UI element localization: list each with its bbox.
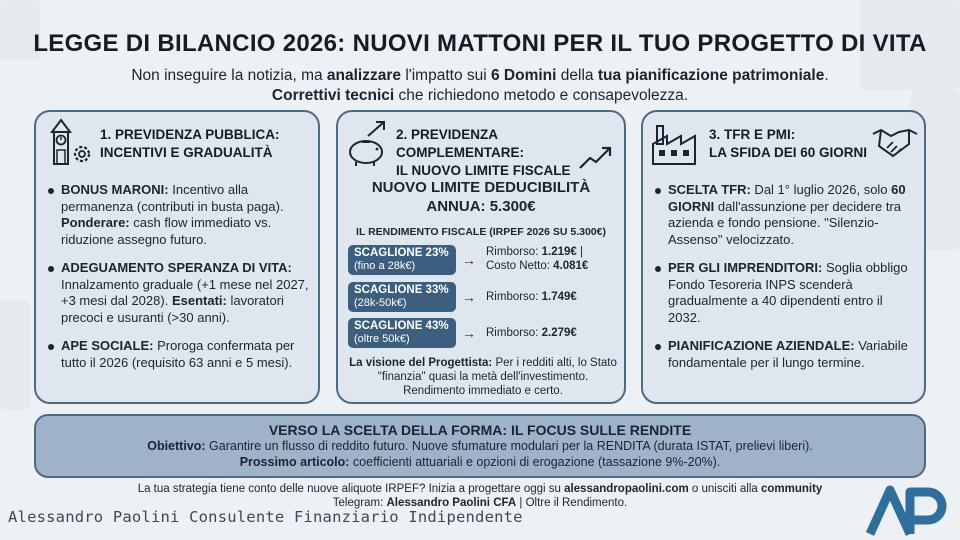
card-previdenza-complementare — [336, 110, 626, 404]
list-item: BONUS MARONI: Incentivo alla permanenza (contributi in busta paga). Ponderare: cash flow immediato vs. riduzione assegno futuro. — [48, 182, 312, 248]
tier-refund: Rimborso: 1.749€ — [486, 291, 577, 303]
arrow-right-icon: → — [462, 252, 476, 268]
card-title: 3. TFR E PMI: LA SFIDA DEI 60 GIORNI — [709, 127, 868, 160]
ap-monogram-logo — [866, 484, 952, 538]
card-title: 2. PREVIDENZA COMPLEMENTARE: IL NUOVO LIMITE FISCALE — [396, 127, 571, 178]
tier-box: SCAGLIONE 43% (oltre 50k€) — [348, 318, 456, 348]
author-signature: Alessandro Paolini Consulente Finanziario Indipendente — [8, 508, 523, 526]
list-item: PER GLI IMPRENDITORI: Soglia obbligo Fondo Tesoreria INPS scenderà gradualmente a 40 dipendenti entro il 2032. — [655, 260, 917, 326]
tier-box: SCAGLIONE 23% (fino a 28k€) — [348, 245, 456, 275]
list-item: ADEGUAMENTO SPERANZA DI VITA: Innalzamento graduale (+1 mese nel 2027, +3 mesi dal 2028). Esentati: lavoratori precoci e usuranti (>30 anni). — [48, 260, 312, 326]
deduction-limit: NUOVO LIMITE DEDUCIBILITÀ ANNUA: 5.300€ — [371, 179, 591, 215]
factory-icon — [651, 122, 703, 166]
vision-note: La visione del Progettista: Per i redditi alti, lo Stato "finanzia" quasi la metà dell'investimento. Rendimento immediato e certo. — [349, 357, 617, 397]
tier-box: SCAGLIONE 33% (28k-50k€) — [348, 282, 456, 312]
tier-row — [348, 245, 618, 275]
rendite-banner — [34, 414, 926, 478]
tier-refund: Rimborso: 1.219€ | Costo Netto: 4.081€ — [486, 246, 589, 272]
list-item: SCELTA TFR: Dal 1° luglio 2026, solo 60 GIORNI dall'assunzione per decidere tra azienda e fondo pensione. "Silenzio-Assenso" velocizzato. — [655, 182, 917, 248]
tier-row — [348, 282, 618, 312]
list-item: APE SOCIALE: Proroga confermata per tutto il 2026 (requisito 63 anni e 5 mesi). — [48, 338, 312, 371]
bullet-list — [48, 182, 312, 383]
banner-line: Obiettivo: Garantire un flusso di reddito futuro. Nuove sfumature modulari per la RENDITA (durata ISTAT, prelievi liberi). — [147, 439, 813, 453]
tier-row — [348, 318, 618, 348]
background-block — [0, 300, 30, 410]
piggy-bank-icon — [344, 118, 392, 168]
intro-text: Non inseguire la notizia, ma analizzare l'impatto sui 6 Domini della tua pianificazione patrimoniale. Correttivi tecnici che richiedono metodo e consapevolezza. — [131, 67, 829, 104]
footer-cta: La tua strategia tiene conto delle nuove aliquote IRPEF? Inizia a progettare oggi su alessandropaolini.com o unisciti alla community Telegram: Alessandro Paolini CFA | Oltre il Rendimento. — [137, 483, 823, 509]
clock-tower-gear-icon — [46, 118, 96, 166]
rendimento-title: IL RENDIMENTO FISCALE (IRPEF 2026 SU 5.300€) — [356, 226, 606, 238]
banner-line: Prossimo articolo: coefficienti attuariali e opzioni di erogazione (tassazione 9%-20%). — [239, 455, 721, 469]
bullet-list — [655, 182, 917, 383]
telegram-link[interactable]: Alessandro Paolini CFA — [386, 497, 517, 509]
list-item: PIANIFICAZIONE AZIENDALE: Variabile fondamentale per il lungo termine. — [655, 338, 917, 371]
community-link[interactable]: community — [760, 483, 823, 495]
card-previdenza-pubblica — [34, 110, 320, 404]
arrow-right-icon: → — [462, 325, 476, 341]
tier-refund: Rimborso: 2.279€ — [486, 327, 577, 339]
card-title: 1. PREVIDENZA PUBBLICA: INCENTIVI E GRADUALITÀ — [100, 127, 280, 160]
trend-up-arrow-icon — [578, 144, 614, 170]
card-tfr-pmi — [641, 110, 926, 404]
banner-title: VERSO LA SCELTA DELLA FORMA: IL FOCUS SULLE RENDITE — [268, 422, 692, 438]
website-link[interactable]: alessandropaolini.com — [564, 483, 689, 495]
page-title: LEGGE DI BILANCIO 2026: NUOVI MATTONI PER IL TUO PROGETTO DI VITA — [33, 30, 927, 57]
handshake-icon — [871, 122, 919, 162]
arrow-right-icon: → — [462, 289, 476, 305]
